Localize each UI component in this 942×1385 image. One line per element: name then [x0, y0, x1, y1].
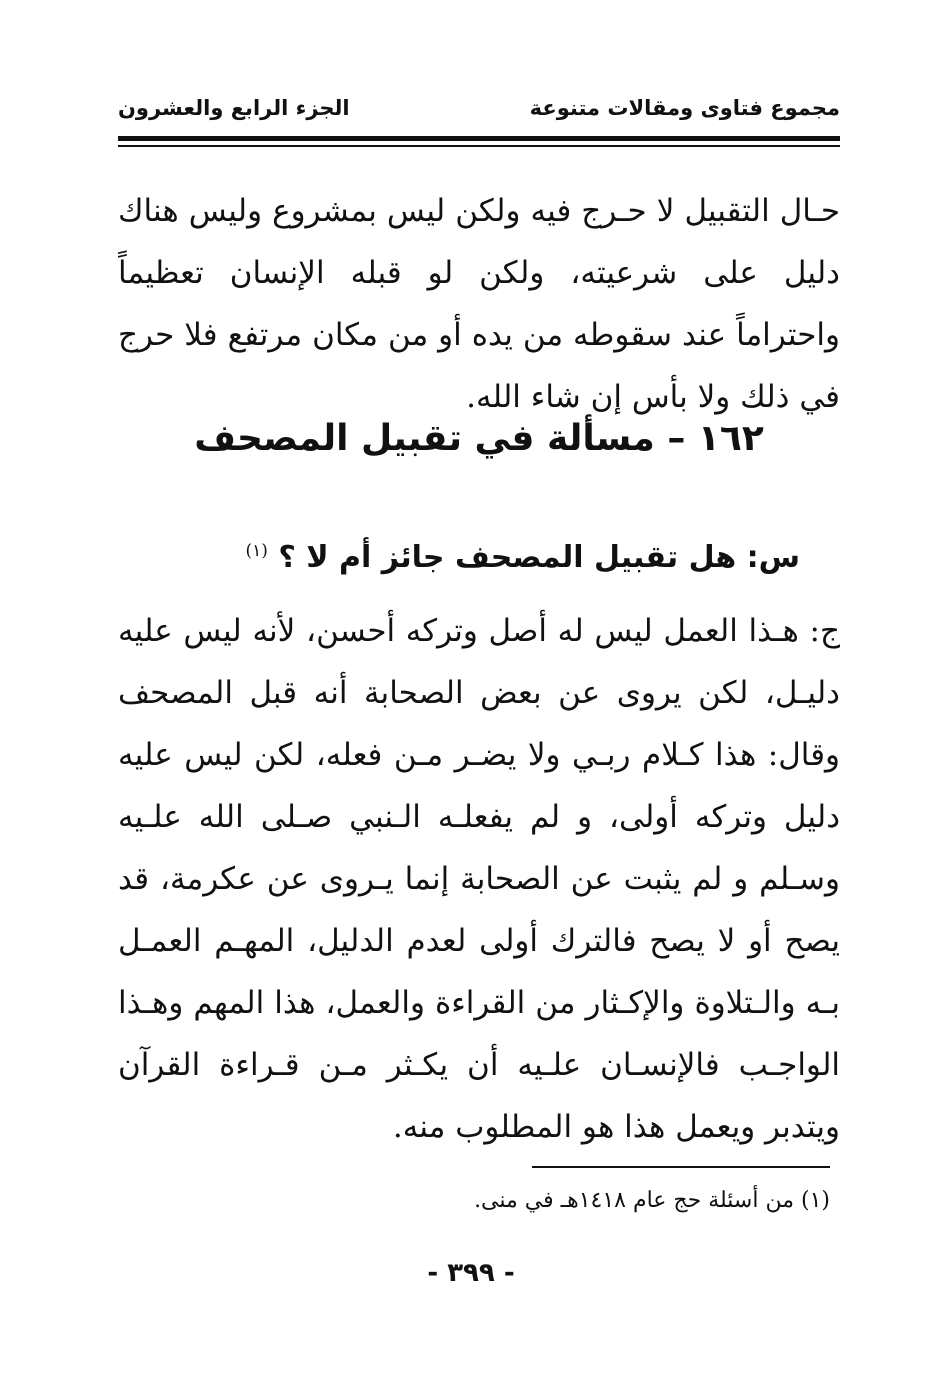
page-number: - ٣٩٩ -: [427, 1258, 515, 1288]
question: [118, 540, 840, 575]
intro-paragraph: حـال التقبيل لا حـرج فيه ولكن ليس بمشروع وليس هناك دليل على شرعيته، ولكن لو قبله الإنسان تعظيماً واحتراماً عند سقوطه من يده أو من مكان مرتفع فلا حرج في ذلك ولا بأس إن شاء الله.: [118, 193, 840, 415]
running-header: [118, 96, 840, 132]
header-rule-thin: [118, 145, 840, 147]
answer-paragraph: ج: هـذا العمل ليس له أصل وتركه أحسن، لأنه ليس عليه دليـل، لكن يروى عن بعض الصحابة أنه قبل المصحف وقال: هذا كـلام ربـي ولا يضـر مـن فعله، لكن ليس عليه دليل وتركه أولى، و لم يفعلـه الـنبي صـلى الله علـيه وسـلم و لم يثبت عن الصحابة إنما يـروى عن عكرمة، قد يصح أو لا يصح فالترك أولى لعدم الدليل، المهـم العمـل بـه والـتلاوة والإكـثار من القراءة والعمل، هذا المهم وهـذا الواجـب فالإنسـان علـيه أن يكـثر مـن قـراءة القرآن ويتدبر ويعمل هذا هو المطلوب منه.: [118, 613, 840, 1145]
footnote-divider: [532, 1166, 830, 1168]
question-text: س: هل تقبيل المصحف جائز أم لا ؟: [278, 540, 800, 575]
footnote-ref: (١): [245, 541, 268, 561]
footnote: (١) من أسئلة حج عام ١٤١٨هـ في منى.: [474, 1188, 830, 1213]
book-title: مجموع فتاوى ومقالات متنوعة: [529, 96, 840, 120]
header-rule-thick: [118, 136, 840, 141]
section-title: ١٦٢ – مسألة في تقبيل المصحف: [194, 418, 764, 459]
volume-label: الجزء الرابع والعشرون: [118, 96, 350, 120]
